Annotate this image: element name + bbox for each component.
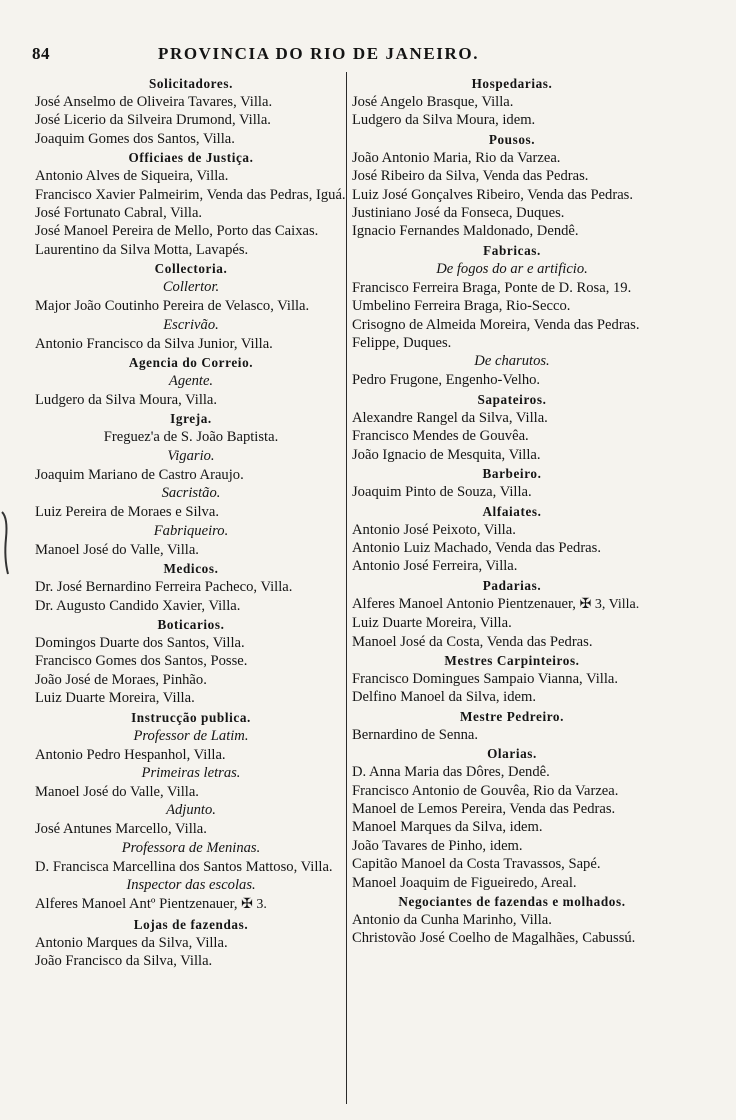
entry-text: Agencia do Correio. <box>128 355 254 371</box>
directory-entry <box>352 800 672 818</box>
entry-text: Antonio Alves de Siqueira, Villa. <box>35 168 229 185</box>
column-divider <box>346 72 347 1104</box>
directory-entry <box>352 204 672 222</box>
section-heading <box>352 502 672 521</box>
section-heading <box>35 353 347 372</box>
section-heading <box>35 915 347 934</box>
section-heading <box>35 559 347 578</box>
directory-entry <box>35 335 347 353</box>
entry-text: Christovão José Coelho de Magalhães, Cabussú. <box>352 930 636 947</box>
directory-entry <box>35 241 347 259</box>
directory-entry <box>352 670 672 688</box>
entry-text: Escrivão. <box>163 316 219 333</box>
entry-text: Alferes Manoel Antonio Pientzenauer, <box>352 595 576 612</box>
entry-text: Manoel Joaquim de Figueiredo, Areal. <box>352 874 577 891</box>
right-column <box>352 74 672 948</box>
page-number: 84 <box>32 44 50 63</box>
entry-text: De charutos. <box>474 353 550 370</box>
entry-text: Hospedarias. <box>471 76 553 91</box>
entry-text: João José de Moraes, Pinhão. <box>35 671 207 688</box>
entry-text: Antonio Marques da Silva, Villa. <box>35 934 228 951</box>
subheading <box>35 278 347 297</box>
subheading <box>35 764 347 783</box>
entry-text: Umbelino Ferreira Braga, Rio-Secco. <box>352 298 571 315</box>
directory-entry <box>35 934 347 952</box>
directory-entry <box>352 93 672 111</box>
entry-text: Primeiras letras. <box>141 764 241 781</box>
directory-entry <box>352 763 672 781</box>
directory-entry <box>35 578 347 596</box>
directory-entry <box>35 597 347 615</box>
entry-text: Major João Coutinho Pereira de Velasco, Villa. <box>35 298 310 315</box>
entry-text: Vigario. <box>167 447 215 464</box>
subheading <box>35 484 347 503</box>
binding-mark <box>0 508 10 578</box>
directory-entry <box>35 671 347 689</box>
directory-entry <box>352 521 672 539</box>
entry-text: Manoel de Lemos Pereira, Venda das Pedras. <box>352 800 616 817</box>
entry-text: Collertor. <box>162 279 220 296</box>
subheading <box>35 372 347 391</box>
section-heading <box>352 241 672 260</box>
entry-text: Olarias. <box>487 746 537 762</box>
entry-text: Antonio Luiz Machado, Venda das Pedras. <box>352 539 601 556</box>
directory-entry <box>352 167 672 185</box>
subheading <box>35 522 347 541</box>
entry-text: Francisco Ferreira Braga, Ponte de D. Rosa, 19. <box>352 279 632 296</box>
entry-text: Alexandre Rangel da Silva, Villa. <box>352 409 548 426</box>
directory-entry <box>35 952 347 970</box>
entry-text: Lojas de fazendas. <box>133 916 249 932</box>
section-heading <box>35 148 347 167</box>
entry-text: Dr. Augusto Candido Xavier, Villa. <box>35 597 241 614</box>
entry-text: Collectoria. <box>154 261 228 277</box>
directory-entry <box>352 371 672 389</box>
entry-text: Alfaiates. <box>482 503 542 519</box>
subheading <box>35 447 347 466</box>
entry-text: Antonio José Peixoto, Villa. <box>352 521 516 538</box>
entry-text: José Licerio da Silveira Drumond, Villa. <box>35 112 271 129</box>
entry-text: Francisco Gomes dos Santos, Posse. <box>35 653 248 670</box>
entry-text: Professor de Latim. <box>133 727 249 744</box>
section-heading <box>352 74 672 93</box>
entry-text: Alferes Manoel Antº Pientzenauer, <box>35 896 238 913</box>
directory-entry <box>35 222 347 240</box>
entry-text: Instrucção publica. <box>131 709 251 725</box>
directory-entry <box>352 837 672 855</box>
entry-text: Pousos. <box>488 131 536 147</box>
directory-entry <box>352 614 672 632</box>
entry-text: Negociantes de fazendas e molhados. <box>398 894 626 909</box>
entry-text: Manoel José do Valle, Villa. <box>35 541 199 558</box>
directory-entry <box>35 689 347 707</box>
directory-entry <box>35 167 347 185</box>
entry-text: Inspector das escolas. <box>126 877 256 894</box>
subheading <box>35 801 347 820</box>
entry-text: Antonio Pedro Hespanhol, Villa. <box>35 746 226 763</box>
subheading <box>35 316 347 335</box>
cross-decoration: ✠ 3. <box>241 897 267 913</box>
subheading <box>35 839 347 858</box>
entry-text: Capitão Manoel da Costa Travassos, Sapé. <box>352 856 601 873</box>
directory-entry <box>35 186 347 204</box>
directory-entry <box>352 855 672 873</box>
entry-text: João Francisco da Silva, Villa. <box>35 952 213 969</box>
section-heading <box>352 892 672 911</box>
directory-entry <box>35 111 347 129</box>
entry-text: Freguez'a de S. João Baptista. <box>103 429 279 446</box>
entry-text: Antonio Francisco da Silva Junior, Villa. <box>35 335 273 352</box>
entry-text: José Manoel Pereira de Mello, Porto das Caixas. <box>35 223 319 240</box>
entry-text: Joaquim Mariano de Castro Araujo. <box>35 466 244 483</box>
subheading <box>35 876 347 895</box>
entry-text: Fabriqueiro. <box>153 522 229 539</box>
directory-entry <box>35 634 347 652</box>
entry-text: Delfino Manoel da Silva, idem. <box>352 689 537 706</box>
directory-entry <box>352 427 672 445</box>
entry-text: Solicitadores. <box>149 76 233 91</box>
section-heading <box>352 651 672 670</box>
directory-entry <box>35 204 347 222</box>
entry-text: Medicos. <box>163 561 219 577</box>
entry-text: Igreja. <box>170 411 212 427</box>
entry-text: José Angelo Brasque, Villa. <box>352 94 514 110</box>
entry-text: Manoel José da Costa, Venda das Pedras. <box>352 633 593 650</box>
directory-entry <box>352 818 672 836</box>
entry-text: José Antunes Marcello, Villa. <box>35 821 207 838</box>
directory-entry <box>352 929 672 947</box>
directory-entry <box>352 595 672 614</box>
directory-entry <box>352 316 672 334</box>
running-title: PROVINCIA DO RIO DE JANEIRO. <box>158 44 480 63</box>
directory-entry <box>352 633 672 651</box>
section-heading <box>352 130 672 149</box>
entry-text: Felippe, Duques. <box>352 335 452 352</box>
section-heading <box>352 744 672 763</box>
entry-text: Mestre Pedreiro. <box>459 708 565 724</box>
directory-entry <box>352 111 672 129</box>
section-heading <box>35 259 347 278</box>
entry-text: José Anselmo de Oliveira Tavares, Villa. <box>35 94 273 110</box>
entry-text: Francisco Xavier Palmeirim, Venda das Pedras, Iguá. <box>35 186 346 203</box>
directory-entry <box>35 466 347 484</box>
directory-entry <box>35 858 347 876</box>
directory-entry <box>352 539 672 557</box>
entry-text: Padarias. <box>482 577 542 593</box>
entry-text: Sapateiros. <box>477 391 547 407</box>
entry-text: João Ignacio de Mesquita, Villa. <box>352 446 541 463</box>
subheading <box>35 727 347 746</box>
entry-text: João Tavares de Pinho, idem. <box>352 837 523 854</box>
section-heading <box>35 615 347 634</box>
entry-text: Agente. <box>168 373 214 390</box>
subheading <box>352 352 672 371</box>
cross-decoration: ✠ 3, Villa. <box>579 596 640 612</box>
entry-text: Francisco Domingues Sampaio Vianna, Villa. <box>352 670 619 687</box>
entry-text: Dr. José Bernardino Ferreira Pacheco, Villa. <box>35 579 293 596</box>
section-heading <box>35 74 347 93</box>
entry-text: Ludgero da Silva Moura, Villa. <box>35 392 218 409</box>
directory-entry <box>352 483 672 501</box>
entry-text: D. Anna Maria das Dôres, Dendê. <box>352 764 550 781</box>
directory-entry <box>352 557 672 575</box>
entry-text: Mestres Carpinteiros. <box>444 652 580 668</box>
entry-text: Luiz Duarte Moreira, Villa. <box>352 615 512 632</box>
entry-text: Professora de Meninas. <box>121 839 261 856</box>
directory-entry <box>35 391 347 409</box>
entry-text: Fabricas. <box>483 242 541 258</box>
section-heading <box>352 576 672 595</box>
directory-entry <box>35 541 347 559</box>
entry-text: Luiz Pereira de Moraes e Silva. <box>35 504 219 521</box>
entry-text: Ludgero da Silva Moura, idem. <box>352 112 536 129</box>
directory-entry <box>352 149 672 167</box>
section-heading <box>352 707 672 726</box>
centered-line <box>35 428 347 446</box>
section-heading <box>352 464 672 483</box>
section-heading <box>352 390 672 409</box>
entry-text: Pedro Frugone, Engenho-Velho. <box>352 372 541 389</box>
directory-entry <box>352 222 672 240</box>
page-header <box>28 44 708 68</box>
directory-entry <box>352 186 672 204</box>
directory-entry <box>35 93 347 111</box>
directory-entry <box>35 783 347 801</box>
entry-text: Bernardino de Senna. <box>352 726 479 743</box>
entry-text: Antonio da Cunha Marinho, Villa. <box>352 912 552 928</box>
directory-entry <box>352 279 672 297</box>
entry-text: Francisco Mendes de Gouvêa. <box>352 428 529 445</box>
entry-text: Joaquim Gomes dos Santos, Villa. <box>35 130 235 147</box>
section-heading <box>35 708 347 727</box>
entry-text: Manoel Marques da Silva, idem. <box>352 819 543 836</box>
entry-text: Joaquim Pinto de Souza, Villa. <box>352 484 532 501</box>
directory-entry <box>352 726 672 744</box>
directory-entry <box>352 334 672 352</box>
left-column <box>35 74 347 970</box>
entry-text: Manoel José do Valle, Villa. <box>35 783 199 800</box>
subheading <box>352 260 672 279</box>
entry-text: Antonio José Ferreira, Villa. <box>352 558 518 575</box>
entry-text: Luiz José Gonçalves Ribeiro, Venda das Pedras. <box>352 186 634 203</box>
directory-entry <box>352 782 672 800</box>
entry-text: Justiniano José da Fonseca, Duques. <box>352 205 565 222</box>
entry-text: José Ribeiro da Silva, Venda das Pedras. <box>352 168 589 185</box>
directory-entry <box>35 503 347 521</box>
entry-text: Crisogno de Almeida Moreira, Venda das Pedras. <box>352 316 640 333</box>
directory-entry <box>35 130 347 148</box>
directory-entry <box>35 895 347 914</box>
entry-text: D. Francisca Marcellina dos Santos Mattoso, Villa. <box>35 858 333 875</box>
entry-text: Domingos Duarte dos Santos, Villa. <box>35 634 245 651</box>
entry-text: Laurentino da Silva Motta, Lavapés. <box>35 241 249 258</box>
directory-entry <box>35 820 347 838</box>
directory-entry <box>352 911 672 929</box>
entry-text: Francisco Antonio de Gouvêa, Rio da Varzea. <box>352 782 619 799</box>
section-heading <box>35 409 347 428</box>
entry-text: João Antonio Maria, Rio da Varzea. <box>352 149 561 166</box>
directory-entry <box>35 746 347 764</box>
directory-entry <box>35 652 347 670</box>
directory-entry <box>352 688 672 706</box>
directory-entry <box>352 297 672 315</box>
entry-text: Barbeiro. <box>482 466 542 482</box>
entry-text: De fogos do ar e artificio. <box>436 260 588 277</box>
directory-entry <box>352 446 672 464</box>
entry-text: Sacristão. <box>161 485 221 502</box>
entry-text: Officiaes de Justiça. <box>128 150 254 166</box>
entry-text: Boticarios. <box>157 616 225 632</box>
directory-entry <box>352 409 672 427</box>
entry-text: Adjunto. <box>166 802 216 819</box>
entry-text: Luiz Duarte Moreira, Villa. <box>35 690 195 707</box>
directory-entry <box>352 874 672 892</box>
entry-text: Ignacio Fernandes Maldonado, Dendê. <box>352 223 579 240</box>
entry-text: José Fortunato Cabral, Villa. <box>35 205 203 222</box>
directory-entry <box>35 297 347 315</box>
